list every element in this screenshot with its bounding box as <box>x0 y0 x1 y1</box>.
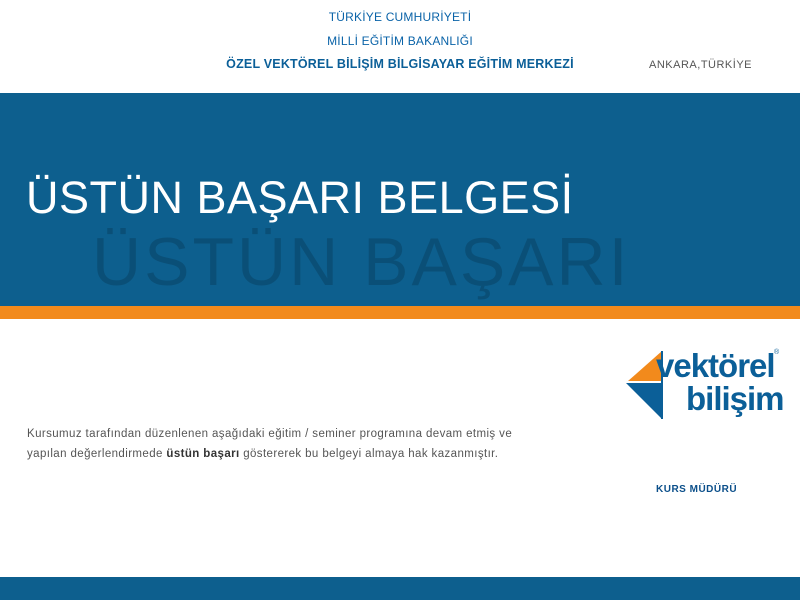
logo-word-bilisim: bilişim <box>686 380 784 417</box>
country-title: TÜRKİYE CUMHURİYETİ <box>328 10 472 24</box>
certificate-statement <box>27 424 607 464</box>
title-band <box>0 93 800 306</box>
certificate-header <box>0 0 800 92</box>
statement-emphasis: üstün başarı <box>166 448 240 460</box>
logo-registered-mark: ® <box>774 349 780 356</box>
statement-line1: Kursumuz tarafından düzenlenen aşağıdaki eğitim / seminer programına devam etmiş ve <box>27 428 513 440</box>
logo-word-vektorel: vektörel <box>656 347 775 384</box>
statement-line2-start: yapılan değerlendirmede <box>27 448 163 460</box>
footer-band <box>0 577 800 600</box>
certificate-title: ÜSTÜN BAŞARI BELGESİ <box>26 172 574 223</box>
title-watermark: ÜSTÜN BAŞARI <box>92 224 631 300</box>
statement-line2-end: göstererek bu belgeyi almaya hak kazanmıştır. <box>243 448 499 460</box>
ministry-title: MİLLİ EĞİTİM BAKANLIĞI <box>327 34 473 48</box>
vektorel-logo <box>622 347 782 425</box>
institution-title: ÖZEL VEKTÖREL BİLİŞİM BİLGİSAYAR EĞİTİM MERKEZİ <box>226 57 574 71</box>
director-signature-label: KURS MÜDÜRÜ <box>656 484 738 495</box>
accent-stripe <box>0 306 800 319</box>
location-label: ANKARA,TÜRKİYE <box>649 59 752 71</box>
